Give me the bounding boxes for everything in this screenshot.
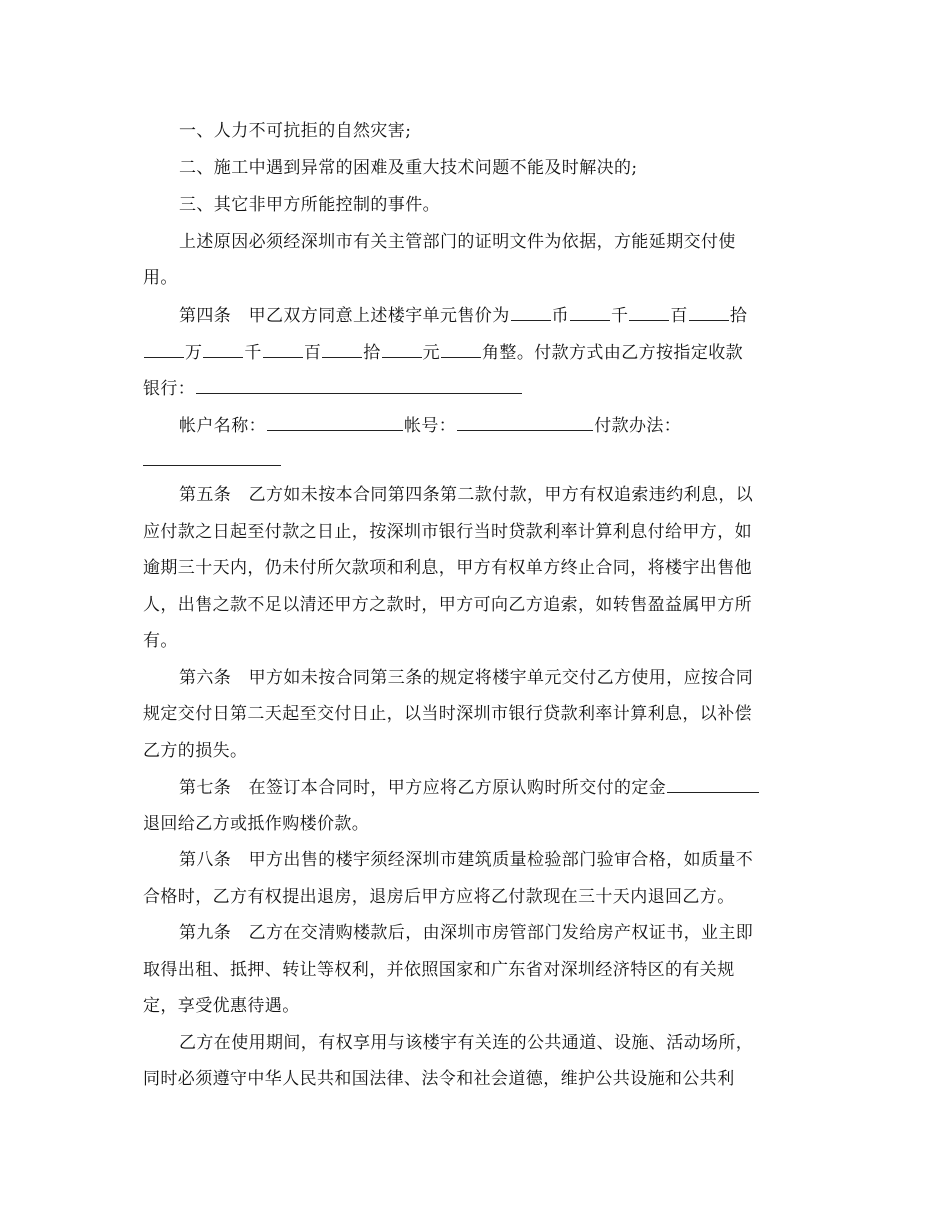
- pay-method-field[interactable]: [143, 465, 281, 466]
- article5-line-3: 逾期三十天内，仍未付所欠款项和利息，甲方有权单方终止合同，将楼宇出售他: [143, 558, 752, 578]
- blank-field[interactable]: [322, 341, 362, 358]
- clause-2: 二、施工中遇到异常的困难及重大技术问题不能及时解决的;: [179, 158, 638, 178]
- account-no-field[interactable]: [457, 414, 593, 431]
- blank-field[interactable]: [144, 341, 184, 358]
- bank-field[interactable]: [196, 377, 522, 394]
- thousand-unit-2: 千: [244, 343, 262, 363]
- article5-line-5: 有。: [143, 631, 178, 651]
- usage-line-1: 乙方在使用期间，有权享用与该楼宇有关连的公共通道、设施、活动场所，: [179, 1033, 754, 1053]
- hundred-unit-2: 百: [303, 343, 322, 363]
- delay-note-line-1: 上述原因必须经深圳市有关主管部门的证明文件为依据，方能延期交付使: [179, 232, 736, 252]
- delay-note-line-2: 用。: [143, 268, 178, 288]
- article4-bank-line: [143, 377, 523, 400]
- deposit-field[interactable]: [667, 776, 759, 793]
- yuan-unit: 元: [422, 343, 441, 363]
- thousand-unit: 千: [611, 306, 629, 326]
- blank-field[interactable]: [203, 341, 243, 358]
- article9-line-3: 定，享受优惠待遇。: [143, 996, 300, 1016]
- article5-line-1: 第五条 乙方如未按本合同第四条第二款付款，甲方有权追索违约利息，以: [179, 485, 754, 505]
- clause-1: 一、人力不可抗拒的自然灾害;: [179, 121, 412, 141]
- article6-line-3: 乙方的损失。: [143, 741, 248, 761]
- article4-line-2: [143, 341, 743, 364]
- article9-line-2: 取得出租、抵押、转让等权利，并依照国家和广东省对深圳经济特区的有关规: [143, 960, 735, 980]
- account-name-label: 帐户名称：: [179, 416, 266, 436]
- article5-line-4: 人，出售之款不足以清还甲方之款时，甲方可向乙方追索，如转售盈益属甲方所: [143, 595, 752, 615]
- bank-label: 银行：: [143, 379, 196, 399]
- pay-method-label: 付款办法：: [594, 416, 682, 436]
- article8-line-1: 第八条 甲方出售的楼宇须经深圳市建筑质量检验部门验审合格，如质量不: [179, 850, 754, 870]
- article9-line-1: 第九条 乙方在交清购楼款后，由深圳市房管部门发给房产权证书，业主即: [179, 923, 754, 943]
- hundred-unit: 百: [670, 306, 688, 326]
- usage-line-2: 同时必须遵守中华人民共和国法律、法令和社会道德，维护公共设施和公共利: [143, 1069, 735, 1089]
- blank-field[interactable]: [441, 341, 481, 358]
- article5-line-2: 应付款之日起至付款之日止，按深圳市银行当时贷款利率计算利息付给甲方，如: [143, 522, 752, 542]
- wan-unit: 万: [185, 343, 203, 363]
- currency-unit: 币: [551, 306, 570, 326]
- article6-line-1: 第六条 甲方如未按合同第三条的规定将楼宇单元交付乙方使用，应按合同: [179, 668, 754, 688]
- account-no-label: 帐号：: [404, 416, 457, 436]
- blank-field[interactable]: [511, 304, 551, 321]
- article7-line-2: 退回给乙方或抵作购楼价款。: [143, 814, 370, 834]
- article7-line-1: [179, 776, 760, 799]
- article4-prefix: 第四条 甲乙双方同意上述楼宇单元售价为: [179, 306, 510, 326]
- ten-unit-2: 拾: [363, 343, 381, 363]
- blank-field[interactable]: [629, 304, 669, 321]
- jiao-tail: 角整。付款方式由乙方按指定收款: [482, 343, 744, 363]
- clause-3: 三、其它非甲方所能控制的事件。: [179, 195, 440, 215]
- article4-account-line: [179, 414, 681, 437]
- ten-unit: 拾: [729, 306, 748, 326]
- blank-field[interactable]: [263, 341, 303, 358]
- article8-line-2: 合格时，乙方有权提出退房，退房后甲方应将乙付款现在三十天内退回乙方。: [143, 887, 735, 907]
- blank-field[interactable]: [689, 304, 729, 321]
- article7-text: 第七条 在签订本合同时，甲方应将乙方原认购时所交付的定金: [179, 778, 667, 798]
- article6-line-2: 规定交付日第二天起至交付日止，以当时深圳市银行贷款利率计算利息，以补偿: [143, 704, 752, 724]
- blank-field[interactable]: [570, 304, 610, 321]
- blank-field[interactable]: [382, 341, 422, 358]
- account-name-field[interactable]: [267, 414, 403, 431]
- article4-line-1: [179, 304, 747, 327]
